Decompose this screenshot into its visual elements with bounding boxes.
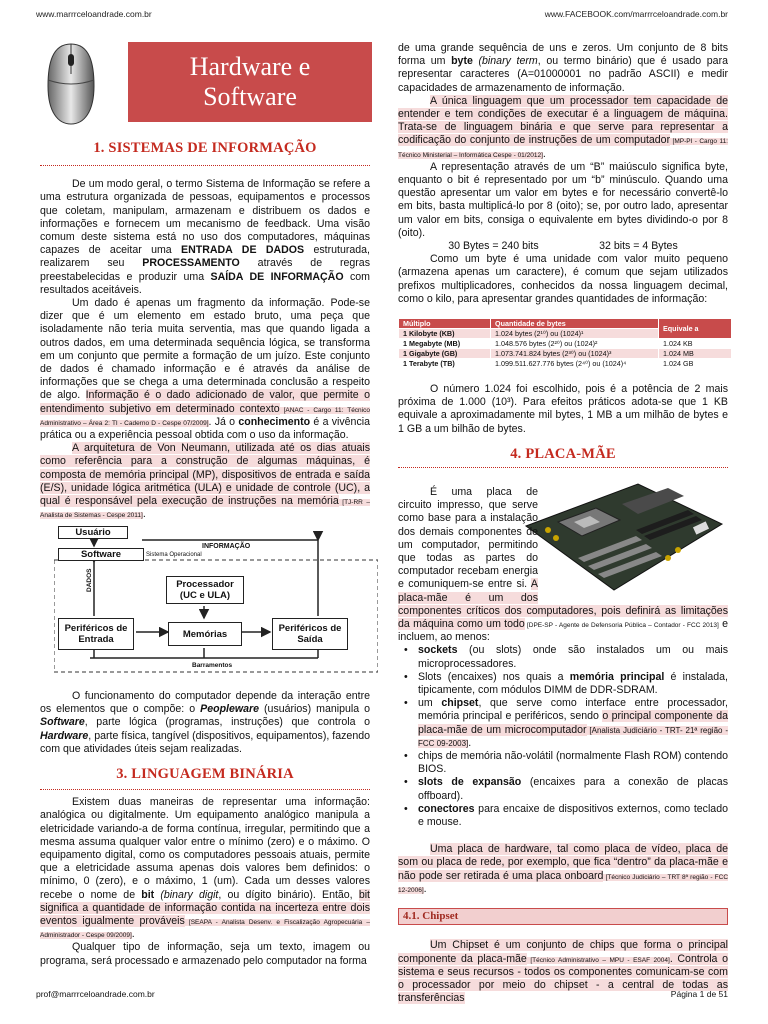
table-cell: 1.024 bytes (2¹⁰) ou (1024)¹ <box>491 329 659 339</box>
diagram-memorias-box: Memórias <box>168 622 242 646</box>
table-cell: 1.099.511.627.776 bytes (2⁴⁰) ou (1024)⁴ <box>491 359 659 369</box>
section-4-heading: 4. PLACA-MÃE <box>510 445 616 462</box>
section-divider <box>40 165 370 166</box>
s1-paragraph-3: A arquitetura de Von Neumann, utilizada até os dias atuais como referência para a construção de algumas máquinas, é composta de memória principal (MP), dispositivos de entrada e saída (E/S), unidade lógica aritmética (ULA) e unidade de controle (UC), a qual é responsável pela execução de instruções na memória [TJ-RR – Analista de Sistemas - Cespe 2011]. <box>40 442 370 521</box>
list-item: • Slots (encaixes) nos quais a memória principal é instalada, tipicamente, com módulos DIMM de DDR-SDRAM. <box>398 671 728 697</box>
diagram-processador-box: Processador (UC e ULA) <box>166 576 244 604</box>
table-header-row <box>399 319 732 329</box>
list-item: • sockets (ou slots) onde são instalados um ou mais microprocessadores. <box>398 644 728 670</box>
table-cell: 1.073.741.824 bytes (2³⁰) ou (1024)³ <box>491 349 659 359</box>
diagram-usuario-box: Usuário <box>58 526 128 539</box>
motherboard-components-list <box>398 644 728 829</box>
conversion-examples <box>398 240 728 253</box>
image-float-space <box>538 486 728 592</box>
right-column <box>398 42 728 478</box>
section-1-heading: 1. SISTEMAS DE INFORMAÇÃO <box>93 140 317 156</box>
footer-email-link[interactable]: prof@marrrceloandrade.com.br <box>36 989 155 999</box>
table-cell: 1 Gigabyte (GB) <box>399 349 491 359</box>
s1-paragraph-4: O funcionamento do computador depende da interação entre os elementos que o compõe: o Peopleware (usuários) manipula o Software, parte lógica (programas, instruções) que controla o Hardware, parte física, tangível (dispositivos, equipamentos), fazendo com que atividades úteis sejam realizadas. <box>40 690 370 755</box>
example-bytes-bits: 30 Bytes = 240 bits <box>448 240 539 253</box>
diagram-barramentos-label: Barramentos <box>192 662 233 669</box>
title-line2: Software <box>203 82 297 111</box>
s3-right-paragraph-4: Como um byte é uma unidade com valor muito pequeno (armazena apenas um caractere), é comum que sejam utilizados prefixos multiplicadores, conhecidos da nossa linguagem decimal, como o kilo, para apresentar grandes quantidades de informação: <box>398 253 728 305</box>
table-cell: 1.024 KB <box>659 339 732 349</box>
diagram-saida-box: Periféricos de Saída <box>272 618 348 650</box>
table-cell: 1 Terabyte (TB) <box>399 359 491 369</box>
s3-paragraph-2: Qualquer tipo de informação, seja um texto, imagem ou programa, será processado e armazenado pelo computador na forma <box>40 941 370 967</box>
s3-right-paragraph-1: de uma grande sequência de uns e zeros. Um conjunto de 8 bits forma um byte (binary term, ou termo binário) que é usado para representar caracteres (A=01000001 no padrão ASCII) e medir capacidades de armazenamento de informação. <box>398 42 728 94</box>
list-item: • conectores para encaixe de dispositivos externos, como teclado e mouse. <box>398 803 728 829</box>
footer-page-number: Página 1 de 51 <box>670 989 728 999</box>
table-cell: 1.024 MB <box>659 349 732 359</box>
diagram-dados-label: DADOS <box>86 568 93 592</box>
left-column <box>40 142 370 521</box>
s1-paragraph-2: Um dado é apenas um fragmento da informação. Pode-se dizer que é um elemento em estado bruto, uma peça que isoladamente não teria muita serventia, mas que quando ligada a outros dados, em uma determinada sequência lógica, se transforma em um conjunto que permite a formação de um juízo. Este conjunto de dados é chamado informação e é através da análise de informações que se chega a uma determinada conclusão a respeito de algo. Informação é o dado adicionado de valor, que permite o entendimento subjetivo em determinado contexto [ANAC - Cargo 11: Técnico Administrativo – Área 2: TI - Caderno D - Cespe 07/2009]. Já o conhecimento é a vivência prática ou a experiência pessoal obtida com o uso da informação. <box>40 297 370 442</box>
example-bits-bytes: 32 bits = 4 Bytes <box>599 240 678 253</box>
table-row <box>399 359 732 369</box>
left-column-lower <box>40 690 370 968</box>
title-line1: Hardware e <box>189 52 311 81</box>
table-cell: 1.024 GB <box>659 359 732 369</box>
list-item: • chips de memória não-volátil (normalmente Flash ROM) contendo BIOS. <box>398 750 728 776</box>
s3-right-paragraph-3: A representação através de um “B” maiúsculo significa byte, enquanto o bit é representado por um “b” minúsculo. Quando uma questão apresentar um valor em bytes e for necessário convertê-lo em bits, basta multiplicá-lo por 8 (oito); se, por outro lado, apresentar um valor em bits, consiga o equivalente em bytes dividindo-o por 8 (oito). <box>398 160 728 239</box>
section-3-heading: 3. LINGUAGEM BINÁRIA <box>116 766 294 783</box>
s4-paragraph-2: Uma placa de hardware, tal como placa de vídeo, placa de som ou placa de rede, por exemplo, que fica “dentro” da placa-mãe e não pode ser retirada é uma placa onboard [Técnico Judiciário – TRT 8ª região - FCC 12-2006]. <box>398 843 729 895</box>
table-cell: 1 Kilobyte (KB) <box>399 329 491 339</box>
section-4-1-heading: 4.1. Chipset <box>398 908 728 925</box>
document-title-box <box>128 42 372 122</box>
section-divider <box>398 467 728 468</box>
s4-paragraph-1: É uma placa de circuito impresso, que serve como base para a instalação dos demais componentes de um computador, permitindo que todas as partes do computador recebam energia e comuniquem-se entre si. A placa-mãe é um dos componentes críticos dos computadores, pois definirá as limitações da máquina como um todo [DPE-SP - Agente de Defensoria Pública – Contador - FCC 2013] e incluem, ao menos: • sockets (ou slots) onde são instalados um ou mais microprocessadores. • Slots (encaixes) nos quais a memória principal é instalada, tipicamente, com módulos DIMM de DDR-SDRAM. • um chipset, que serve como interface entre processador, memória principal e periféricos, sendo o principal componente da placa-mãe de um microcomputador [Analista Judiciário - TRT- 21ª região - FCC 09-2003]. • chips de memória não-volátil (normalmente Flash ROM) contendo BIOS. • slots de expansão (encaixes para a conexão de placas offboard). • conectores para encaixe de dispositivos externos, como teclado e mouse. Uma placa de hardware, tal como placa de vídeo, placa de som ou placa de rede, por exemplo, que fica “dentro” da placa-mãe e não pode ser retirada é uma placa onboard [Técnico Judiciário – TRT 8ª região - FCC 12-2006]. 4.1. Chipset Um Chipset é um conjunto de chips que forma o principal componente da placa-mãe [Técnico Administrativo – MPU - ESAF 2004]. Controla o sistema e seus recursos - todos os componentes comunicam-se com o processador por meio do chipset - a central de todas as transferências <box>398 486 728 1005</box>
table-row <box>399 339 732 349</box>
computer-architecture-diagram <box>54 526 378 678</box>
header-right-url[interactable]: www.FACEBOOK.com/marrrceloandrade.com.br <box>544 9 728 19</box>
table-header-equivale: Equivale a <box>659 319 732 339</box>
s3-paragraph-1: Existem duas maneiras de representar uma informação: analógica ou digitalmente. Um equipamento analógico manipula a eletricidade variando-a de forma contínua, irregular, permitindo que a mesma assuma qualquer valor entre o mínimo (zero) e o máximo. O equipamento digital, como os computadores pessoais atuais, permite que a eletricidade assuma apenas dois valores bem definidos: o mínimo, 0 (zero), e o máximo, 1 (um). Cada um desses valores recebe o nome de bit (binary digit, ou dígito binário). Então, bit significa a quantidade de informação contida na incerteza entre dois eventos igualmente prováveis [SEAPA - Analista Desenv. e Fiscalização Agropecuária –Administrador - Cespe 09/2009]. <box>40 796 371 941</box>
diagram-software-box: Software <box>58 548 144 561</box>
byte-multiples-table <box>398 318 732 369</box>
table-cell: 1.048.576 bytes (2²⁰) ou (1024)² <box>491 339 659 349</box>
table-cell: 1 Megabyte (MB) <box>399 339 491 349</box>
header-left-url[interactable]: www.marrrceloandrade.com.br <box>36 9 152 19</box>
table-row <box>399 349 732 359</box>
diagram-so-label: Sistema Operacional <box>146 552 202 558</box>
computer-mouse-icon <box>40 40 102 128</box>
table-header-quantidade: Quantidade de bytes <box>491 319 659 329</box>
list-item: • um chipset, que serve como interface entre processador, memória principal e periféricos, sendo o principal componente da placa-mãe de um microcomputador [Analista Judiciário - TRT- 21ª região - FCC 09-2003]. <box>398 697 728 750</box>
s41-paragraph-1: Um Chipset é um conjunto de chips que forma o principal componente da placa-mãe [Técnico Administrativo – MPU - ESAF 2004]. Controla o sistema e seus recursos - todos os componentes comunicam-se com o processador por meio do chipset - a central de todas as transferências <box>398 939 728 1005</box>
diagram-entrada-box: Periféricos de Entrada <box>58 618 134 650</box>
s3-right-paragraph-2: A única linguagem que um processador tem capacidade de entender e tem condições de executar é a linguagem de máquina. Trata-se de linguagem binária e que serve para representar a codificação do conjunto de instruções de um computador [MP-PI - Cargo 11: Técnico Ministerial – Informática Cespe - 01/2012]. <box>398 94 728 160</box>
section-divider <box>40 789 370 790</box>
list-item: • slots de expansão (encaixes para a conexão de placas offboard). <box>398 776 728 802</box>
s3-right-paragraph-5: O número 1.024 foi escolhido, pois é a potência de 2 mais próxima de 1.000 (10³). Para efeitos práticos adota-se que 1 KB equivale a aproximadamente mil bytes, 1 MB a um milhão de bytes e 1 GB a um bilhão de bytes. <box>398 383 728 435</box>
table-header-multiplo: Múltiplo <box>399 319 491 329</box>
diagram-informacao-label: INFORMAÇÃO <box>202 543 251 550</box>
s1-paragraph-1: De um modo geral, o termo Sistema de Informação se refere a uma estrutura organizada de pessoas, equipamentos e processos que coletam, manipulam, armazenam e distribuem os dados e informações e fornecem um mecanismo de feedback. Uma visão comum deste sistema está no uso dos computadores, máquinas capazes de aceitar uma ENTRADA DE DADOS estruturada, realizarem seu PROCESSAMENTO através de regras preestabelecidas e produzir uma SAÍDA DE INFORMAÇÃO com resultados aceitáveis. <box>40 178 371 296</box>
